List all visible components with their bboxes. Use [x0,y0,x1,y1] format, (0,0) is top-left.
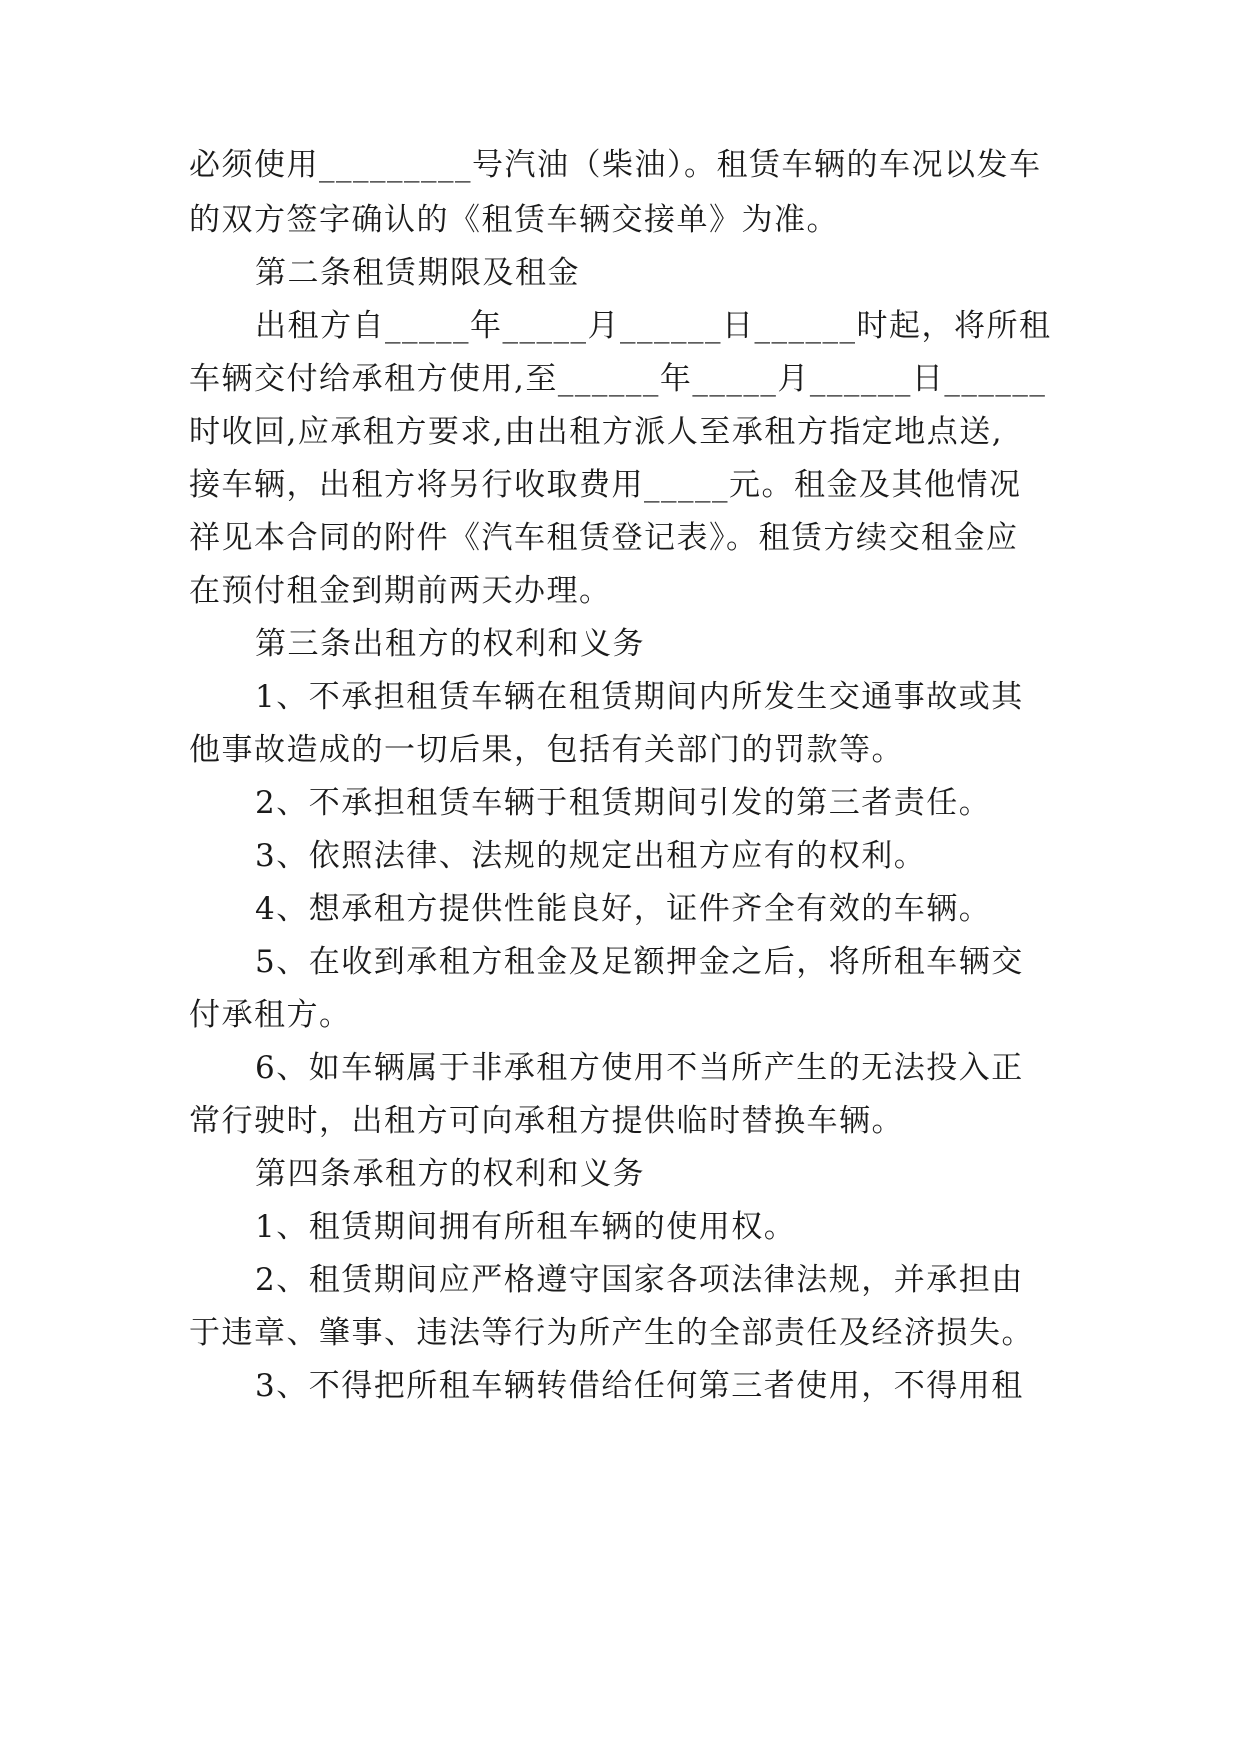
text-line: 在预付租金到期前两天办理。 [189,573,612,609]
text-line: 于违章、肇事、违法等行为所产生的全部责任及经济损失。 [189,1315,1034,1351]
text-line: 付承租方。 [189,997,352,1033]
text-line: 常行驶时，出租方可向承租方提供临时替换车辆。 [189,1103,904,1139]
text-line: 3、依照法律、法规的规定出租方应有的权利。 [255,838,927,874]
text-line: 5、在收到承租方租金及足额押金之后，将所租车辆交 [255,944,1024,980]
text-line: 6、如车辆属于非承租方使用不当所产生的无法投入正 [255,1050,1024,1086]
text-line: 时收回,应承租方要求,由出租方派人至承租方指定地点送, [189,414,1004,450]
section-heading: 第二条租赁期限及租金 [255,255,580,291]
text-line: 接车辆，出租方将另行收取费用_____元。租金及其他情况 [189,467,1022,503]
text-line: 必须使用_________号汽油（柴油）。租赁车辆的车况以发车 [189,147,1042,183]
text-line: 2、租赁期间应严格遵守国家各项法律法规，并承担由 [255,1262,1024,1298]
text-line: 1、租赁期间拥有所租车辆的使用权。 [255,1209,797,1245]
text-line: 他事故造成的一切后果，包括有关部门的罚款等。 [189,732,904,768]
text-line: 3、不得把所租车辆转借给任何第三者使用，不得用租 [255,1368,1024,1404]
text-line: 的双方签字确认的《租赁车辆交接单》为准。 [189,202,839,238]
text-line: 4、想承租方提供性能良好，证件齐全有效的车辆。 [255,891,992,927]
text-line: 车辆交付给承租方使用,至______年_____月______日______ [189,361,1047,397]
text-line: 祥见本合同的附件《汽车租赁登记表》。租赁方续交租金应 [189,520,1019,556]
text-line: 出租方自_____年_____月______日______时起，将所租 [255,308,1052,344]
text-line: 2、不承担租赁车辆于租赁期间引发的第三者责任。 [255,785,992,821]
text-line: 1、不承担租赁车辆在租赁期间内所发生交通事故或其 [255,679,1024,715]
section-heading: 第三条出租方的权利和义务 [255,626,645,662]
section-heading: 第四条承租方的权利和义务 [255,1156,645,1192]
